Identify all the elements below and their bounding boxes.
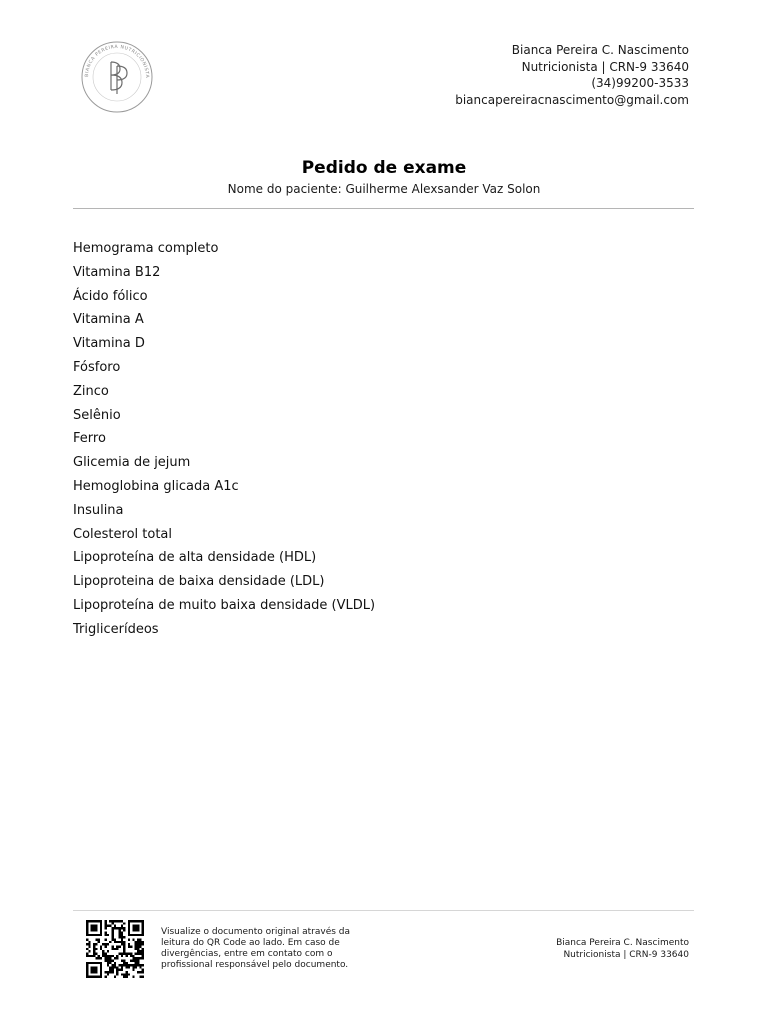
exam-item: Triglicerídeos: [73, 621, 159, 637]
footer-signature: [556, 938, 689, 961]
exam-item: Insulina: [73, 502, 124, 518]
exam-item: Ferro: [73, 431, 106, 447]
exam-item: Lipoproteína de muito baixa densidade (VLDL): [73, 597, 376, 613]
patient-name-line: Nome do paciente: Guilherme Alexsander Vaz Solon: [227, 182, 541, 196]
professional-contact-block: [455, 42, 689, 108]
verification-note-line: Visualize o documento original através da: [161, 927, 351, 937]
header-divider: [73, 208, 694, 209]
exam-item: Hemoglobina glicada A1c: [73, 478, 239, 494]
exam-item: Ácido fólico: [73, 288, 148, 304]
professional-email: biancapereiracnascimento@gmail.com: [455, 92, 689, 107]
bp-monogram-seal-icon: [80, 40, 154, 114]
exam-item: Vitamina A: [73, 312, 144, 328]
verification-note-line: leitura do QR Code ao lado. Em caso de: [161, 938, 340, 948]
professional-name: Bianca Pereira C. Nascimento: [511, 43, 689, 57]
exam-item: Vitamina D: [73, 336, 145, 352]
qr-code-icon[interactable]: [84, 920, 146, 978]
exam-item: Vitamina B12: [73, 264, 161, 280]
verification-note-line: divergências, entre em contato com o: [161, 949, 333, 959]
logo-ring-text: BIANCA PEREIRA NUTRICIONISTA: [84, 44, 150, 79]
document-title: Pedido de exame: [301, 158, 467, 178]
verification-note-line: profissional responsável pelo documento.: [161, 960, 349, 970]
exam-item: Glicemia de jejum: [73, 455, 191, 471]
footer-divider: [73, 910, 694, 911]
exam-item: Colesterol total: [73, 526, 172, 542]
exam-item: Lipoproteína de alta densidade (HDL): [73, 550, 317, 566]
exam-item: Lipoproteina de baixa densidade (LDL): [73, 574, 325, 590]
exam-item: Zinco: [73, 383, 109, 399]
exam-list: [73, 239, 375, 644]
professional-phone: (34)99200-3533: [591, 76, 689, 90]
footer-signature-name: Bianca Pereira C. Nascimento: [556, 938, 689, 948]
footer-signature-registration: Nutricionista | CRN-9 33640: [563, 949, 689, 960]
exam-item: Fósforo: [73, 359, 121, 375]
exam-item: Selênio: [73, 407, 121, 423]
professional-registration: Nutricionista | CRN-9 33640: [521, 59, 689, 74]
exam-item: Hemograma completo: [73, 241, 219, 256]
verification-note: [161, 927, 371, 971]
